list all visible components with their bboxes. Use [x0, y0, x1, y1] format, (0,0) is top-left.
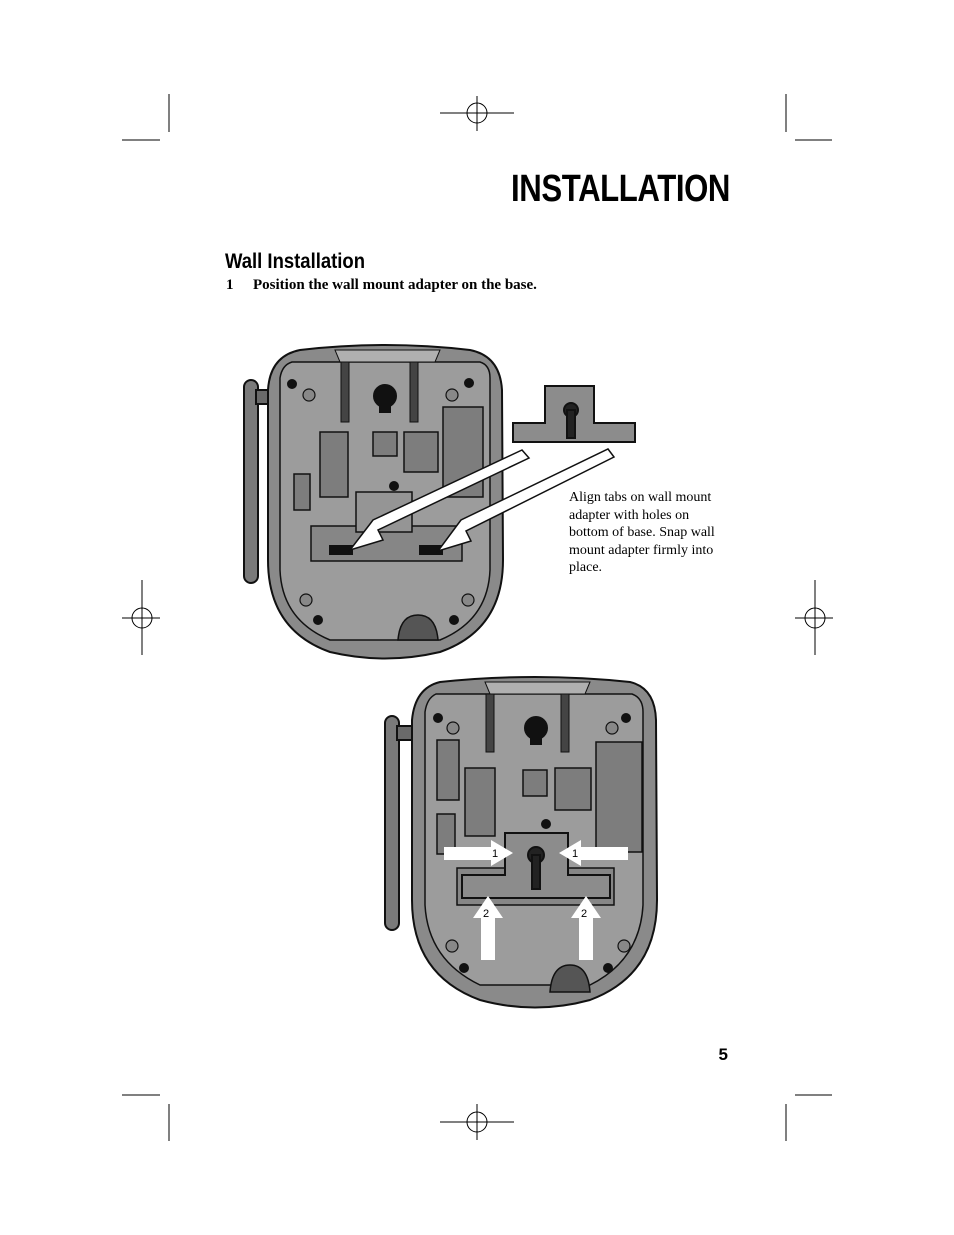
antenna: [385, 716, 399, 930]
instruction-callout: Align tabs on wall mount adapter with holes on bottom of base. Snap wall mount adapter firmly into place.: [569, 490, 715, 575]
section-title: Wall Installation: [225, 250, 365, 273]
arrow-label-2-left: 2: [483, 908, 490, 920]
arrow-label-2-right: 2: [581, 908, 588, 920]
step-text: Position the wall mount adapter on the base.: [253, 277, 537, 293]
arrow-label-1-left: 1: [492, 848, 499, 860]
arrow-label-1-right: 1: [572, 848, 579, 860]
page-number: 5: [718, 1045, 728, 1064]
step-number: 1: [226, 277, 234, 293]
page-title: INSTALLATION: [511, 168, 730, 210]
